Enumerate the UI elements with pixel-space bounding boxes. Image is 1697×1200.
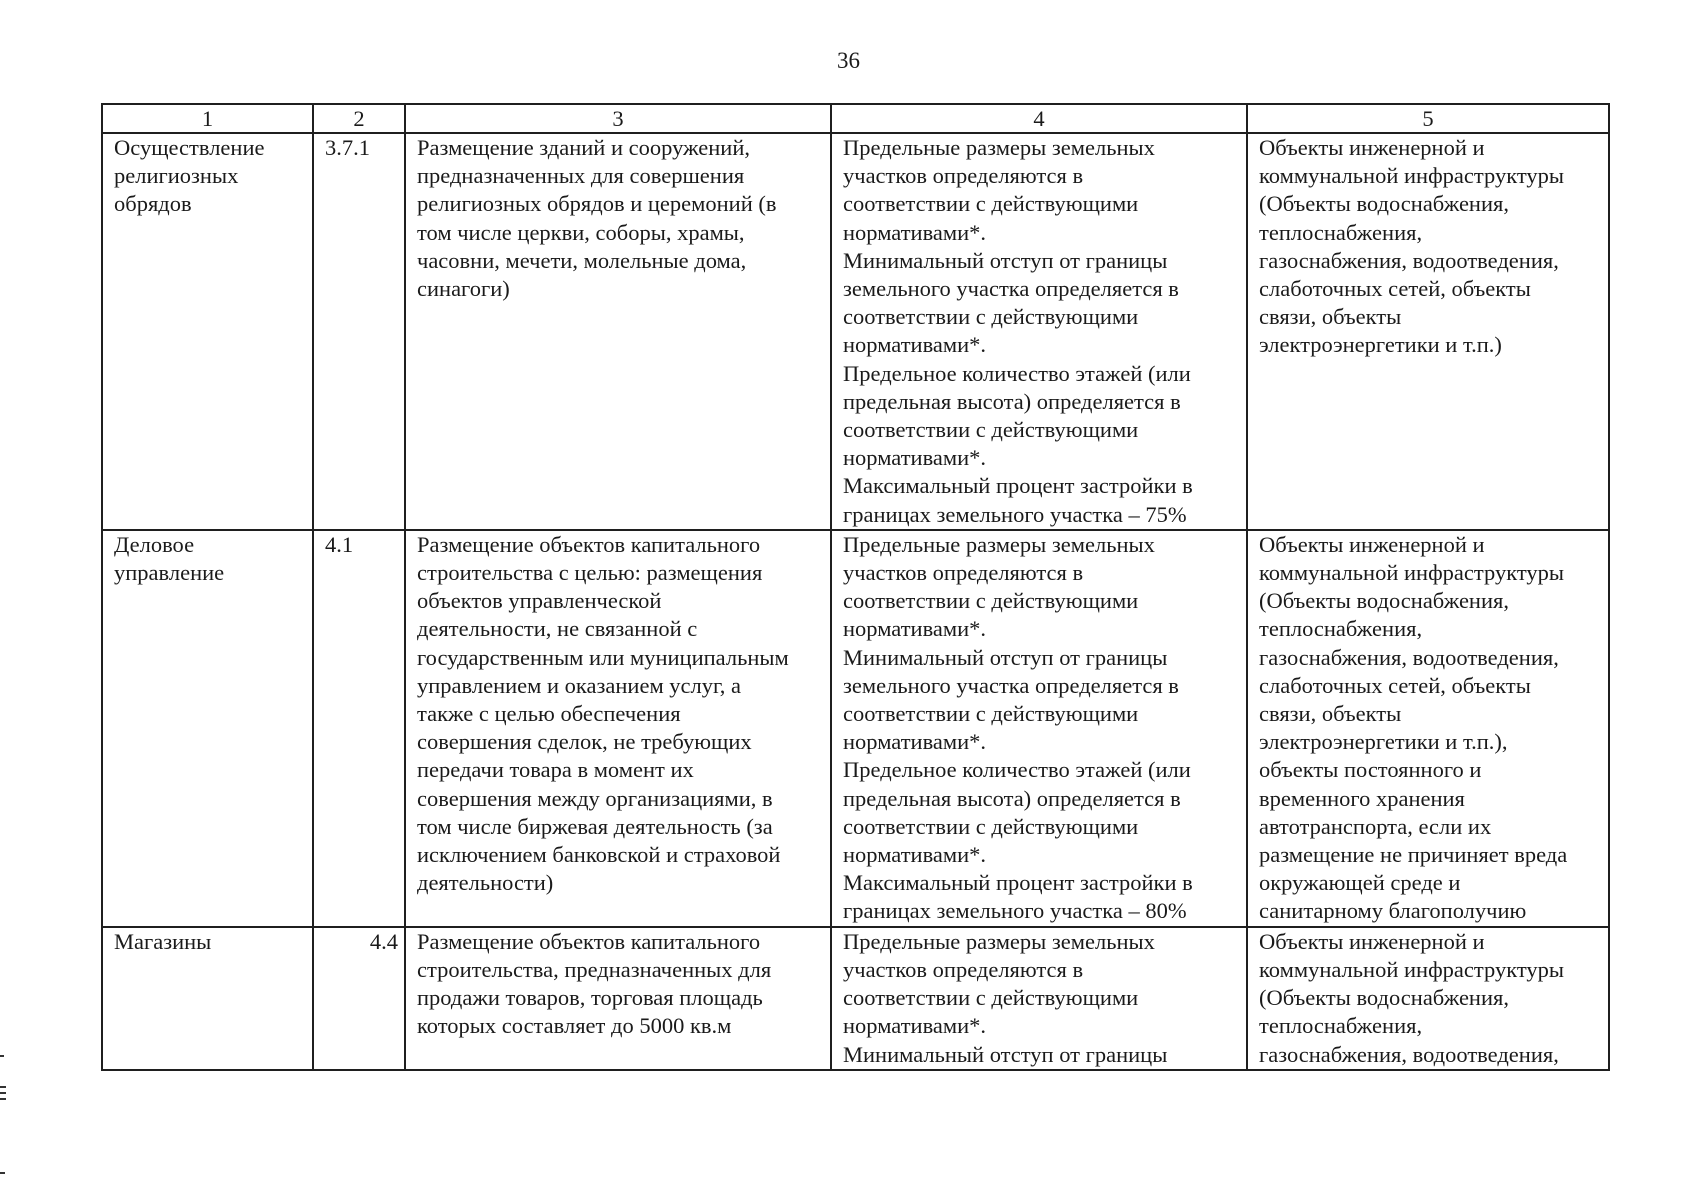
construction-parameters: Предельные размеры земельных участков определяются в соответствии с действующими нормативами*. Минимальный отступ от границы земельного участка определяется в соответствии с действующими нормативами*. Предельное количество этажей (или предельная высота) определяется в соответствии с действующими нормативами*. Максимальный процент застройки в границах земельного участка – 75% <box>831 133 1247 530</box>
construction-parameters: Предельные размеры земельных участков определяются в соответствии с действующими нормативами*. Минимальный отступ от границы <box>831 927 1247 1070</box>
use-type-code: 3.7.1 <box>313 133 405 530</box>
column-header: 3 <box>405 104 831 133</box>
use-type-name: Осуществление религиозных обрядов <box>102 133 313 530</box>
table-row <box>102 927 1609 1070</box>
table-row <box>102 530 1609 927</box>
column-header: 4 <box>831 104 1247 133</box>
auxiliary-uses: Объекты инженерной и коммунальной инфраструктуры (Объекты водоснабжения, теплоснабжения, газоснабжения, водоотведения, <box>1247 927 1609 1070</box>
use-type-name: Деловое управление <box>102 530 313 927</box>
column-header: 1 <box>102 104 313 133</box>
use-type-code: 4.1 <box>313 530 405 927</box>
use-description: Размещение объектов капитального строительства, предназначенных для продажи товаров, торговая площадь которых составляет до 5000 кв.м <box>405 927 831 1070</box>
scan-margin-marks <box>0 1050 10 1180</box>
column-header: 5 <box>1247 104 1609 133</box>
column-header: 2 <box>313 104 405 133</box>
page-number: 36 <box>837 48 860 73</box>
use-type-name: Магазины <box>102 927 313 1070</box>
use-type-code: 4.4 <box>313 927 405 1070</box>
auxiliary-uses: Объекты инженерной и коммунальной инфраструктуры (Объекты водоснабжения, теплоснабжения, газоснабжения, водоотведения, слаботочных сетей, объекты связи, объекты электроэнергетики и т.п.) <box>1247 133 1609 530</box>
use-description: Размещение зданий и сооружений, предназначенных для совершения религиозных обрядов и церемоний (в том числе церкви, соборы, храмы, часовни, мечети, молельные дома, синагоги) <box>405 133 831 530</box>
auxiliary-uses: Объекты инженерной и коммунальной инфраструктуры (Объекты водоснабжения, теплоснабжения, газоснабжения, водоотведения, слаботочных сетей, объекты связи, объекты электроэнергетики и т.п.), объекты постоянного и временного хранения автотранспорта, если их размещение не причиняет вреда окружающей среде и санитарному благополучию <box>1247 530 1609 927</box>
land-use-table <box>101 103 1610 1071</box>
header-row <box>102 104 1609 133</box>
construction-parameters: Предельные размеры земельных участков определяются в соответствии с действующими нормативами*. Минимальный отступ от границы земельного участка определяется в соответствии с действующими нормативами*. Предельное количество этажей (или предельная высота) определяется в соответствии с действующими нормативами*. Максимальный процент застройки в границах земельного участка – 80% <box>831 530 1247 927</box>
table-row <box>102 133 1609 530</box>
use-description: Размещение объектов капитального строительства с целью: размещения объектов управленческой деятельности, не связанной с государственным или муниципальным управлением и оказанием услуг, а также с целью обеспечения совершения сделок, не требующих передачи товара в момент их совершения между организациями, в том числе биржевая деятельность (за исключением банковской и страховой деятельности) <box>405 530 831 927</box>
